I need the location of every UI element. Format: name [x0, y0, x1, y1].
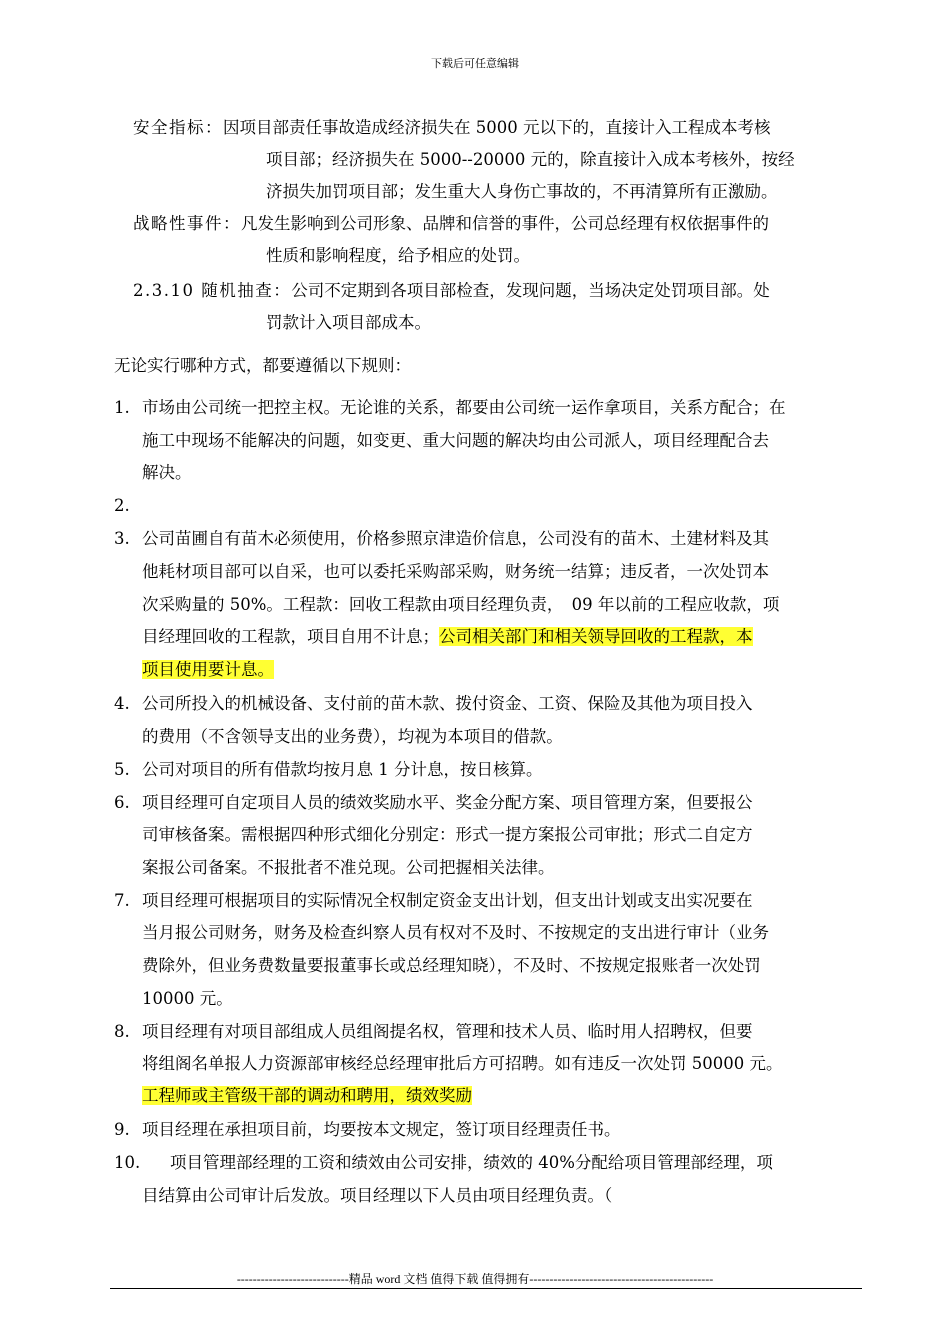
safety-indicator-line-1: 安全指标：因项目部责任事故造成经济损失在 5000 元以下的，直接计入工程成本考核: [133, 118, 771, 137]
rule-number: 10.: [114, 1153, 141, 1172]
strategic-label: 战略性事件：: [133, 214, 241, 233]
rule-7-line-2: 当月报公司财务，财务及检查纠察人员有权对不及时、不按规定的支出进行审计（业务: [142, 923, 769, 942]
page-footer: ----------------------------精品 word 文档 值得下载 值得拥有----------------------------------------------: [236, 1272, 714, 1286]
random-check-label: 2.3.10 随机抽查：: [133, 281, 292, 300]
rule-6-line-2: 司审核备案。需根据四种形式细化分别定：形式一提方案报公司审批；形式二自定方: [142, 825, 753, 844]
rule-7-line-1: 项目经理可根据项目的实际情况全权制定资金支出计划，但支出计划或支出实况要在: [142, 891, 753, 910]
rule-3-line-2: 他耗材项目部可以自采，也可以委托采购部采购，财务统一结算；违反者，一次处罚本: [142, 562, 769, 581]
footer-divider: [110, 1288, 862, 1289]
safety-indicator-line-2: 项目部；经济损失在 5000--20000 元的，除直接计入成本考核外，按经: [266, 150, 795, 169]
rule-number: 6.: [114, 793, 130, 812]
rule-number: 8.: [114, 1022, 130, 1041]
safety-label: 安全指标：: [133, 118, 223, 137]
rule-number: 9.: [114, 1120, 130, 1139]
highlighted-text: 公司相关部门和相关领导回收的工程款，本: [439, 627, 753, 646]
rule-7-line-3: 费除外，但业务费数量要报董事长或总经理知晓），不及时、不按规定报账者一次处罚: [142, 956, 761, 975]
random-check-line-1: 2.3.10 随机抽查：公司不定期到各项目部检查，发现问题，当场决定处罚项目部。处: [133, 281, 770, 300]
rule-6-line-1: 项目经理可自定项目人员的绩效奖励水平、奖金分配方案、项目管理方案，但要报公: [142, 793, 753, 812]
rule-3-line-3: 次采购量的 50%。工程款：回收工程款由项目经理负责， 09 年以前的工程应收款，项: [142, 595, 780, 614]
rule-number: 4.: [114, 694, 130, 713]
rule-1-line-1: 市场由公司统一把控主权。无论谁的关系，都要由公司统一运作拿项目，关系方配合；在: [142, 398, 786, 417]
highlighted-text: 工程师或主管级干部的调动和聘用，绩效奖励: [142, 1086, 472, 1105]
rule-6-line-3: 案报公司备案。不报批者不准兑现。公司把握相关法律。: [142, 858, 555, 877]
rule-3-line-5: [142, 660, 274, 680]
safety-indicator-line-3: 济损失加罚项目部；发生重大人身伤亡事故的，不再清算所有正激励。: [266, 182, 778, 201]
rule-number: 3.: [114, 529, 130, 548]
rule-1-line-3: 解决。: [142, 463, 192, 482]
rule-5-line-1: 公司对项目的所有借款均按月息 1 分计息，按日核算。: [142, 760, 543, 779]
random-check-line-2: 罚款计入项目部成本。: [266, 313, 431, 332]
rule-8-line-1: 项目经理有对项目部组成人员组阁提名权，管理和技术人员、临时用人招聘权，但要: [142, 1022, 753, 1041]
rule-number: 5.: [114, 760, 130, 779]
rule-9-line-1: 项目经理在承担项目前，均要按本文规定，签订项目经理责任书。: [142, 1120, 621, 1139]
rule-1-line-2: 施工中现场不能解决的问题，如变更、重大问题的解决均由公司派人，项目经理配合去: [142, 431, 769, 450]
strategic-event-line-1: 战略性事件：凡发生影响到公司形象、品牌和信誉的事件，公司总经理有权依据事件的: [133, 214, 769, 233]
rule-3-line-1: 公司苗圃自有苗木必须使用，价格参照京津造价信息，公司没有的苗木、土建材料及其: [142, 529, 769, 548]
rule-8-line-2: 将组阁名单报人力资源部审核经总经理审批后方可招聘。如有违反一次处罚 50000 元。: [142, 1054, 783, 1073]
rule-number: 2.: [114, 496, 130, 515]
highlighted-text: 项目使用要计息。: [142, 660, 274, 679]
rule-7-line-4: 10000 元。: [142, 989, 233, 1008]
rule-10-line-2: 目结算由公司审计后发放。项目经理以下人员由项目经理负责。（: [142, 1186, 613, 1205]
rule-10-line-1: 项目管理部经理的工资和绩效由公司安排，绩效的 40%分配给项目管理部经理，项: [170, 1153, 773, 1172]
rule-4-line-2: 的费用（不含领导支出的业务费），均视为本项目的借款。: [142, 727, 563, 746]
rules-intro: 无论实行哪种方式，都要遵循以下规则：: [114, 356, 411, 375]
rule-4-line-1: 公司所投入的机械设备、支付前的苗木款、拨付资金、工资、保险及其他为项目投入: [142, 694, 753, 713]
rule-number: 1.: [114, 398, 130, 417]
rule-8-line-3: [142, 1086, 472, 1106]
strategic-event-line-2: 性质和影响程度，给予相应的处罚。: [266, 246, 530, 265]
rule-number: 7.: [114, 891, 130, 910]
rule-3-line-4: 目经理回收的工程款，项目自用不计息；公司相关部门和相关领导回收的工程款，本: [142, 627, 753, 646]
page-header: 下载后可任意编辑: [431, 57, 519, 70]
